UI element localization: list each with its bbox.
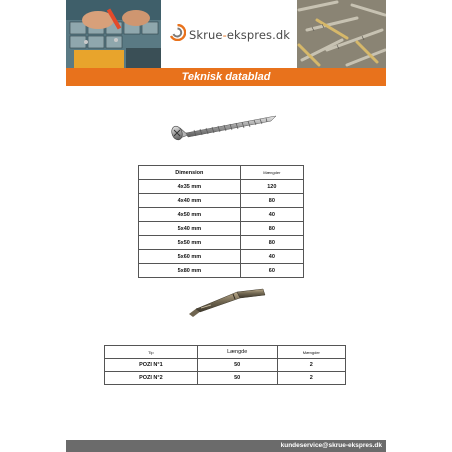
table-header-row [105,346,346,359]
quantity-cell: 2 [277,372,345,385]
bit-table [104,345,346,385]
column-header-dimension: Dimension [139,166,241,180]
table-row [105,372,346,385]
table-row [139,194,304,208]
title-bar [66,68,386,86]
table-row [139,222,304,236]
table-row [105,359,346,372]
quantity-cell: 2 [277,359,345,372]
quantity-cell: 40 [240,250,303,264]
screw-dimension-table [138,165,304,278]
table-row [139,250,304,264]
screw-image [166,112,278,151]
quantity-cell: 40 [240,208,303,222]
column-header-quantity: Mængder [240,166,303,180]
quantity-cell: 80 [240,222,303,236]
table-row [139,236,304,250]
dimension-cell: 5x50 mm [139,236,241,250]
quantity-cell: 80 [240,236,303,250]
dimension-cell: 4x40 mm [139,194,241,208]
page-title: Teknisk datablad [181,71,271,83]
quantity-cell: 80 [240,194,303,208]
brand-logo-area [161,0,297,68]
dimension-cell: 4x35 mm [139,180,241,194]
dimension-cell: 5x40 mm [139,222,241,236]
brand-name: Skrue-ekspres.dk [189,28,290,42]
header-photo-screws [297,0,386,68]
screw-logo-icon [169,24,186,46]
length-cell: 50 [197,359,277,372]
screwdriver-bit-image [187,288,267,323]
length-cell: 50 [197,372,277,385]
footer-bar [66,440,386,452]
tip-cell: POZI N°1 [105,359,198,372]
column-header-quantity: Mængder [277,346,345,359]
table-row [139,180,304,194]
datasheet-page [66,0,386,452]
footer-email-link[interactable]: kundeservice@skrue-ekspres.dk [280,442,382,449]
column-header-tip: Tip [105,346,198,359]
table-row [139,208,304,222]
tip-cell: POZI N°2 [105,372,198,385]
dimension-cell: 5x80 mm [139,264,241,278]
column-header-length: Længde [197,346,277,359]
table-row [139,264,304,278]
quantity-cell: 120 [240,180,303,194]
table-header-row [139,166,304,180]
brand-logo[interactable] [169,24,290,46]
dimension-cell: 5x60 mm [139,250,241,264]
dimension-cell: 4x50 mm [139,208,241,222]
header-photo-toolbox [66,0,161,68]
quantity-cell: 60 [240,264,303,278]
